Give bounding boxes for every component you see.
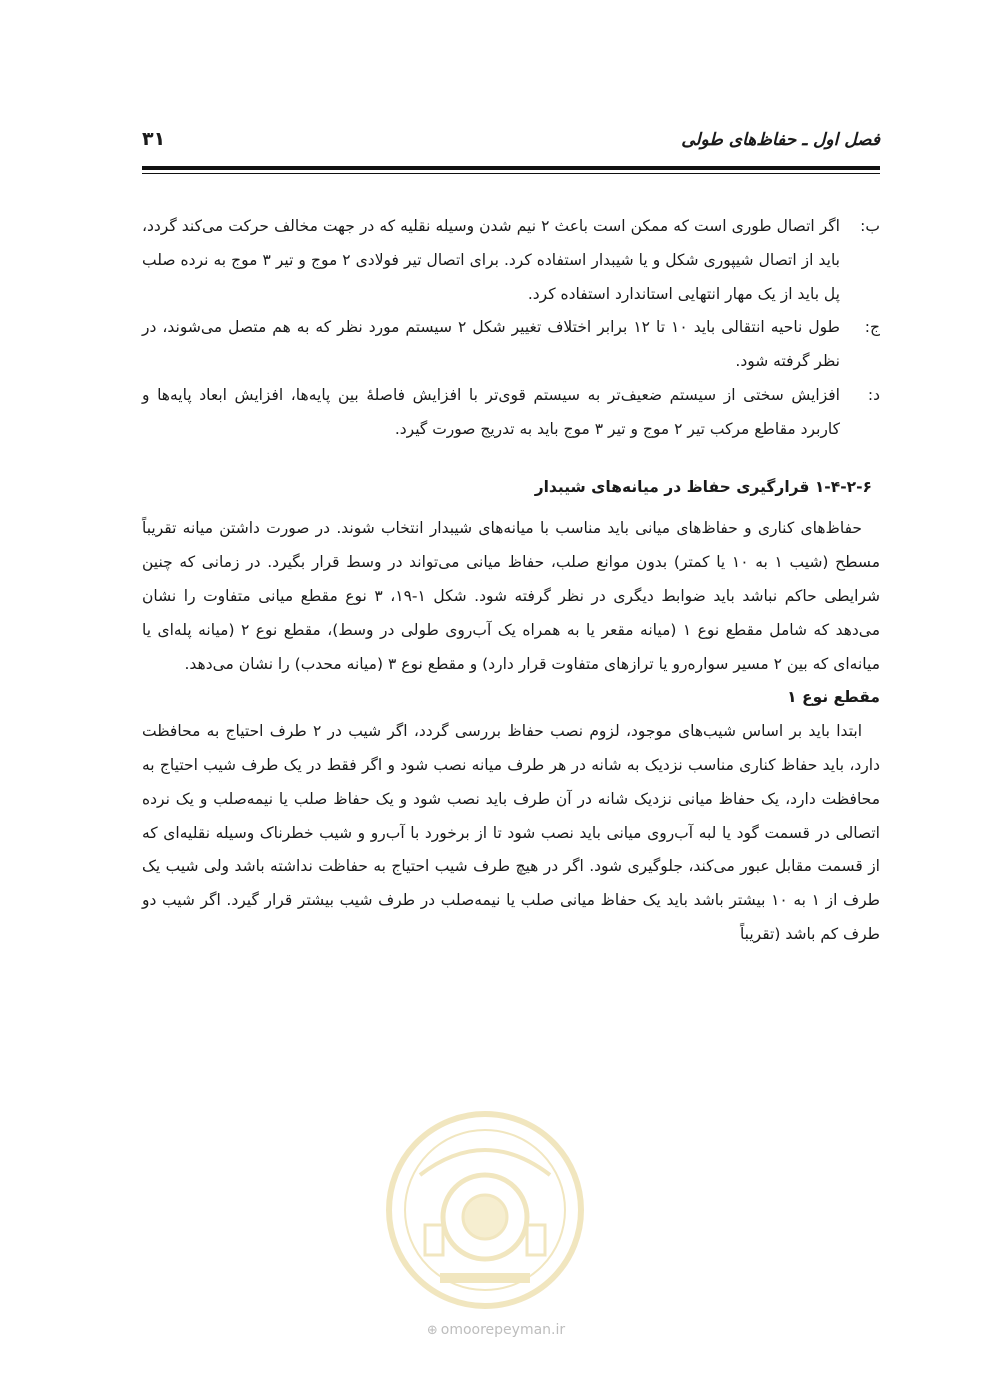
- website-text: omoorepeyman.ir: [440, 1322, 566, 1338]
- body-text: [142, 210, 880, 952]
- list-item: [142, 311, 880, 379]
- header-rule-thick: [142, 166, 880, 170]
- list-item-text: افزایش سختی از سیستم ضعیف‌تر به سیستم قوی‌تر با افزایش فاصلهٔ بین پایه‌ها، افزایش ابعاد پایه‌ها و کاربرد مقاطع مرکب تیر ۲ موج و تیر ۳ موج باید به تدریج صورت گیرد.: [142, 385, 840, 438]
- list-item: [142, 379, 880, 447]
- watermark-seal: [380, 1105, 590, 1320]
- section-heading: ۱-۴-۲-۶ قرارگیری حفاظ در میانه‌های شیبدار: [534, 477, 872, 496]
- list-marker: ب:: [860, 217, 880, 235]
- page-number: ۳۱: [142, 128, 166, 150]
- list-item-text: طول ناحیه انتقالی باید ۱۰ تا ۱۲ برابر اختلاف تغییر شکل ۲ سیستم مورد نظر که به هم متصل می‌شوند، در نظر گرفته شود.: [142, 318, 840, 371]
- globe-icon: ⊕: [426, 1323, 438, 1338]
- page-header: [142, 126, 880, 158]
- watermark-website: [0, 1322, 992, 1338]
- subheading: مقطع نوع ۱: [787, 688, 880, 707]
- chapter-title: فصل اول ـ حفاظ‌های طولی: [681, 130, 880, 150]
- list-marker: د:: [867, 385, 880, 404]
- list-item-text: اگر اتصال طوری است که ممکن است باعث ۲ نیم شدن وسیله نقلیه که در جهت مخالف حرکت می‌کند گردد، باید از اتصال شیپوری شکل و یا شیبدار استفاده کرد. برای اتصال تیر فولادی ۲ موج و تیر ۳ موج به نرده صلب پل باید از یک مهار انتهایی استاندارد استفاده کرد.: [142, 217, 840, 303]
- list-item: [142, 210, 880, 311]
- paragraph: حفاظ‌های کناری و حفاظ‌های میانی باید مناسب با میانه‌های شیبدار انتخاب شوند. در صورت داشتن میانه تقریباً مسطح (شیب ۱ به ۱۰ یا کمتر) بدون موانع صلب، حفاظ میانی می‌تواند در وسط قرار بگیرد. در زمانی که چنین شرایطی حاکم نباشد باید ضوابط دیگری در نظر گرفته شود. شکل ۱-۱۹، ۳ نوع مقطع میانی متفاوت را نشان می‌دهد که شامل مقطع نوع ۱ (میانه مقعر یا به همراه یک آب‌روی طولی در وسط)، مقطع نوع ۲ (میانه پله‌ای یا میانه‌ای که بین ۲ مسیر سواره‌رو یا ترازهای متفاوت قرار دارد) و مقطع نوع ۳ (میانه محدب) را نشان می‌دهد.: [142, 519, 881, 673]
- list-marker: ج:: [864, 318, 880, 337]
- header-rule-thin: [142, 173, 880, 174]
- paragraph: ابتدا باید بر اساس شیب‌های موجود، لزوم نصب حفاظ بررسی گردد، اگر شیب در ۲ طرف احتیاج به محافظت دارد، باید حفاظ کناری مناسب نزدیک به شانه در هر طرف میانه نصب شود و اگر فقط در یک طرف شیب احتیاج به محافظت دارد، یک حفاظ میانی نزدیک شانه در آن طرف باید نصب شود و یک حفاظ صلب یا نیمه‌صلب و یک نرده اتصالی در قسمت گود یا لبه آب‌روی میانی باید نصب شود تا از برخورد با آب‌رو و شیب خطرناک وسیله نقلیه‌ای که از قسمت مقابل عبور می‌کند، جلوگیری شود. اگر در هیچ طرف شیب احتیاج به حفاظت نداشته باشد ولی شیب یک طرف از ۱ به ۱۰ بیشتر باشد باید یک حفاظ میانی صلب یا نیمه‌صلب در طرف شیب بیشتر قرار گیرد. اگر شیب دو طرف کم باشد (تقریباً: [142, 722, 880, 943]
